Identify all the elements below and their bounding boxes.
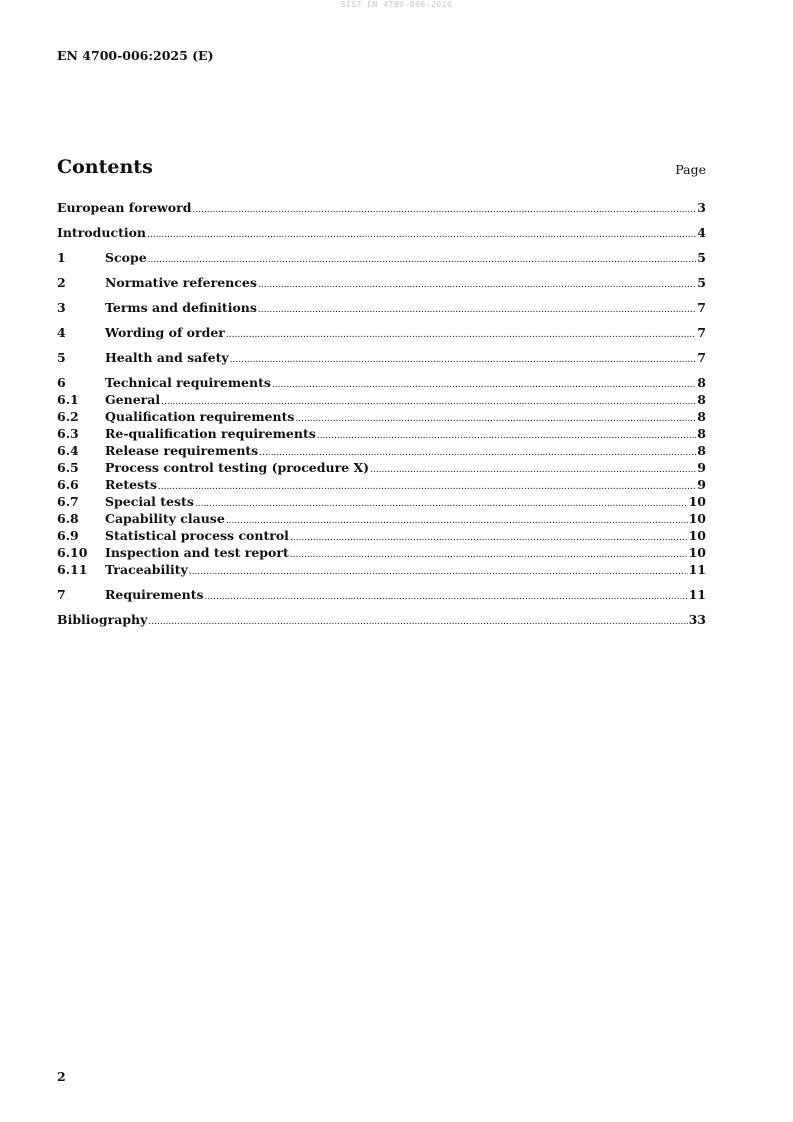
toc-number: 4 [57,325,66,340]
toc-number: 6.2 [57,409,79,424]
toc-page-number: 7 [697,350,706,365]
toc-title: Capability clause [105,511,225,526]
toc-entry[interactable] [57,324,706,341]
toc-entry[interactable] [57,249,706,266]
toc-title: Inspection and test report [105,545,289,560]
toc-leader-dots [147,227,696,244]
toc-title: Scope [105,250,147,265]
toc-entry[interactable] [57,374,706,391]
page-column-label: Page [675,162,706,177]
toc-entry[interactable] [57,349,706,366]
toc-leader-dots [189,564,688,581]
toc-entry[interactable] [57,408,706,425]
toc-title: Statistical process control [105,528,289,543]
toc-title: Release requirements [105,443,259,458]
toc-number: 6.11 [57,562,88,577]
toc-entry[interactable] [57,544,706,561]
toc-entry[interactable] [57,391,706,408]
toc-page-number: 33 [688,612,706,627]
toc-title: Re-qualification requirements [105,426,316,441]
toc-title: Technical requirements [105,375,271,390]
toc-entry[interactable] [57,425,706,442]
toc-page-number: 7 [697,300,706,315]
toc-number: 5 [57,350,66,365]
toc-page-number: 8 [697,375,706,390]
toc-page-number: 7 [697,325,706,340]
toc-entry[interactable] [57,299,706,316]
toc-title: Retests [105,477,157,492]
toc-title: Health and safety [105,350,229,365]
toc-number: 6.9 [57,528,79,543]
toc-number: 6 [57,375,66,390]
toc-number: 6.4 [57,443,79,458]
toc-entry[interactable] [57,493,706,510]
toc-page-number: 10 [688,511,706,526]
toc-page-number: 5 [697,275,706,290]
toc-number: 6.6 [57,477,79,492]
toc-entry[interactable] [57,476,706,493]
toc-page-number: 8 [697,443,706,458]
toc-entry[interactable] [57,274,706,291]
toc-number: 2 [57,275,66,290]
toc-number: 6.3 [57,426,79,441]
toc-entry[interactable] [57,510,706,527]
toc-title: Requirements [105,587,204,602]
toc-entry[interactable] [57,459,706,476]
toc-title: Terms and definitions [105,300,257,315]
toc-leader-dots [258,277,696,294]
toc-page-number: 5 [697,250,706,265]
toc-title: Special tests [105,494,194,509]
toc-leader-dots [226,513,688,530]
toc-leader-dots [370,462,696,479]
toc-page-number: 8 [697,392,706,407]
toc-entry[interactable] [57,611,706,628]
toc-number: 7 [57,587,66,602]
toc-leader-dots [258,302,696,319]
toc-title: Bibliography [57,612,148,627]
toc-number: 6.1 [57,392,79,407]
toc-entry[interactable] [57,527,706,544]
toc-entry[interactable] [57,442,706,459]
toc-page-number: 9 [697,460,706,475]
toc-page-number: 10 [688,545,706,560]
document-id: EN 4700-006:2025 (E) [57,48,214,63]
toc-title: Wording of order [105,325,225,340]
toc-leader-dots [195,496,688,513]
toc-leader-dots [295,411,696,428]
toc-title: Introduction [57,225,147,240]
contents-title: Contents [57,156,153,178]
toc-leader-dots [317,428,697,445]
page-number: 2 [57,1069,66,1084]
watermark: SIST EN 4700-006:2026 [340,0,453,9]
toc-entry[interactable] [57,199,706,216]
toc-title: Process control testing (procedure X) [105,460,370,475]
toc-leader-dots [290,547,688,564]
toc-title: Normative references [105,275,257,290]
toc-title: European foreword [57,200,192,215]
toc-page-number: 11 [688,562,706,577]
toc-title: Qualification requirements [105,409,295,424]
toc-page-number: 3 [697,200,706,215]
toc-leader-dots [148,252,697,269]
toc-entry[interactable] [57,586,706,603]
toc-title: General [105,392,161,407]
toc-number: 6.10 [57,545,88,560]
toc-page-number: 8 [697,426,706,441]
toc-leader-dots [226,327,696,344]
toc-leader-dots [158,479,696,496]
toc-number: 6.7 [57,494,79,509]
toc-leader-dots [290,530,688,547]
toc-page-number: 9 [697,477,706,492]
toc-page-number: 8 [697,409,706,424]
toc-entry[interactable] [57,561,706,578]
toc-title: Traceability [105,562,188,577]
toc-number: 1 [57,250,66,265]
toc-number: 6.5 [57,460,79,475]
toc-leader-dots [192,202,696,219]
toc-leader-dots [148,614,687,631]
toc-number: 3 [57,300,66,315]
toc-page-number: 10 [688,528,706,543]
toc-number: 6.8 [57,511,79,526]
toc-page-number: 10 [688,494,706,509]
toc-leader-dots [205,589,688,606]
toc-page-number: 4 [697,225,706,240]
table-of-contents [57,199,706,628]
toc-leader-dots [272,377,696,394]
toc-leader-dots [230,352,697,369]
toc-entry[interactable] [57,224,706,241]
toc-page-number: 11 [688,587,706,602]
